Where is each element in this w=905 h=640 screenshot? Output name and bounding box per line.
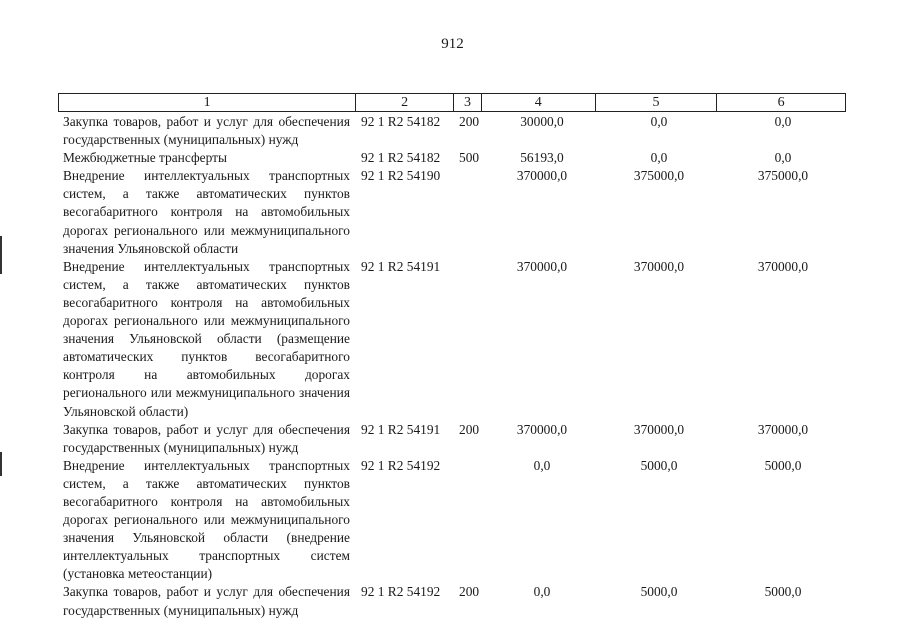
row-type: 200 (459, 584, 480, 600)
header-col-5: 5 (596, 94, 718, 111)
header-col-4: 4 (482, 94, 596, 111)
table-row (0, 583, 905, 619)
row-value-6: 375000,0 (757, 168, 809, 184)
row-value-4: 370000,0 (516, 168, 568, 184)
header-col-6: 6 (777, 95, 785, 110)
table-row (0, 258, 905, 421)
scan-edge-mark (0, 452, 2, 476)
row-value-5: 5000,0 (640, 584, 678, 600)
row-value-4: 0,0 (533, 457, 551, 473)
row-name: Внедрение интеллектуальных транспортных систем, а также автоматических пунктов весогабаритного контроля на автомобильных дорогах регионального или межмуниципального значения Ульяновской области (внедрение интеллектуальных транспортных систем (установка метеостанции) (63, 457, 350, 582)
row-value-4: 370000,0 (516, 421, 568, 437)
row-value-5: 370000,0 (633, 421, 685, 437)
row-value-6: 370000,0 (757, 421, 809, 437)
row-name: Внедрение интеллектуальных транспортных систем, а также автоматических пунктов весогабаритного контроля на автомобильных дорогах регионального или межмуниципального значения Ульяновской области (размещение автоматических пунктов весогабаритного контроля на автомобильных дорогах регионального или межмуниципального значения Ульяновской области) (63, 258, 350, 419)
table-row (0, 457, 905, 584)
row-value-5: 5000,0 (640, 457, 678, 473)
row-value-5: 375000,0 (633, 168, 685, 184)
row-value-4: 0,0 (533, 584, 551, 600)
row-name: Закупка товаров, работ и услуг для обеспечения государственных (муниципальных) нужд (63, 584, 350, 618)
row-value-6: 5000,0 (764, 457, 802, 473)
row-name: Внедрение интеллектуальных транспортных систем, а также автоматических пунктов весогабаритного контроля на автомобильных дорогах регионального или межмуниципального значения Ульяновской области (63, 168, 350, 256)
row-code: 92 1 R2 54191 (361, 421, 441, 437)
row-name: Межбюджетные трансферты (63, 150, 227, 166)
row-code: 92 1 R2 54190 (361, 168, 441, 184)
row-code: 92 1 R2 54182 (361, 150, 441, 166)
row-name: Закупка товаров, работ и услуг для обеспечения государственных (муниципальных) нужд (63, 114, 350, 148)
table-header (58, 93, 846, 112)
table-row (0, 421, 905, 457)
row-value-4: 56193,0 (520, 150, 564, 166)
table-row (0, 113, 905, 149)
row-type: 200 (459, 114, 480, 129)
header-col-2: 2 (356, 94, 454, 111)
row-name: Закупка товаров, работ и услуг для обеспечения государственных (муниципальных) нужд (63, 421, 350, 455)
header-col-3: 3 (454, 94, 482, 111)
row-value-5: 0,0 (650, 114, 668, 129)
row-value-6: 5000,0 (764, 584, 802, 600)
row-value-5: 370000,0 (633, 258, 685, 274)
table-body (0, 113, 905, 620)
row-value-6: 370000,0 (757, 258, 809, 274)
row-code: 92 1 R2 54182 (361, 114, 441, 129)
row-code: 92 1 R2 54191 (361, 258, 441, 274)
row-type: 500 (459, 150, 480, 166)
table-row (0, 149, 905, 167)
row-value-4: 370000,0 (516, 258, 568, 274)
row-code: 92 1 R2 54192 (361, 584, 441, 600)
row-value-6: 0,0 (774, 114, 792, 129)
row-type: 200 (459, 421, 480, 437)
scan-edge-mark (0, 236, 2, 274)
header-col-1: 1 (59, 94, 356, 111)
table-row (0, 167, 905, 257)
row-code: 92 1 R2 54192 (361, 457, 441, 473)
row-value-6: 0,0 (774, 150, 792, 166)
page-number: 912 (441, 36, 464, 52)
row-value-5: 0,0 (650, 150, 668, 166)
row-value-4: 30000,0 (520, 114, 564, 129)
